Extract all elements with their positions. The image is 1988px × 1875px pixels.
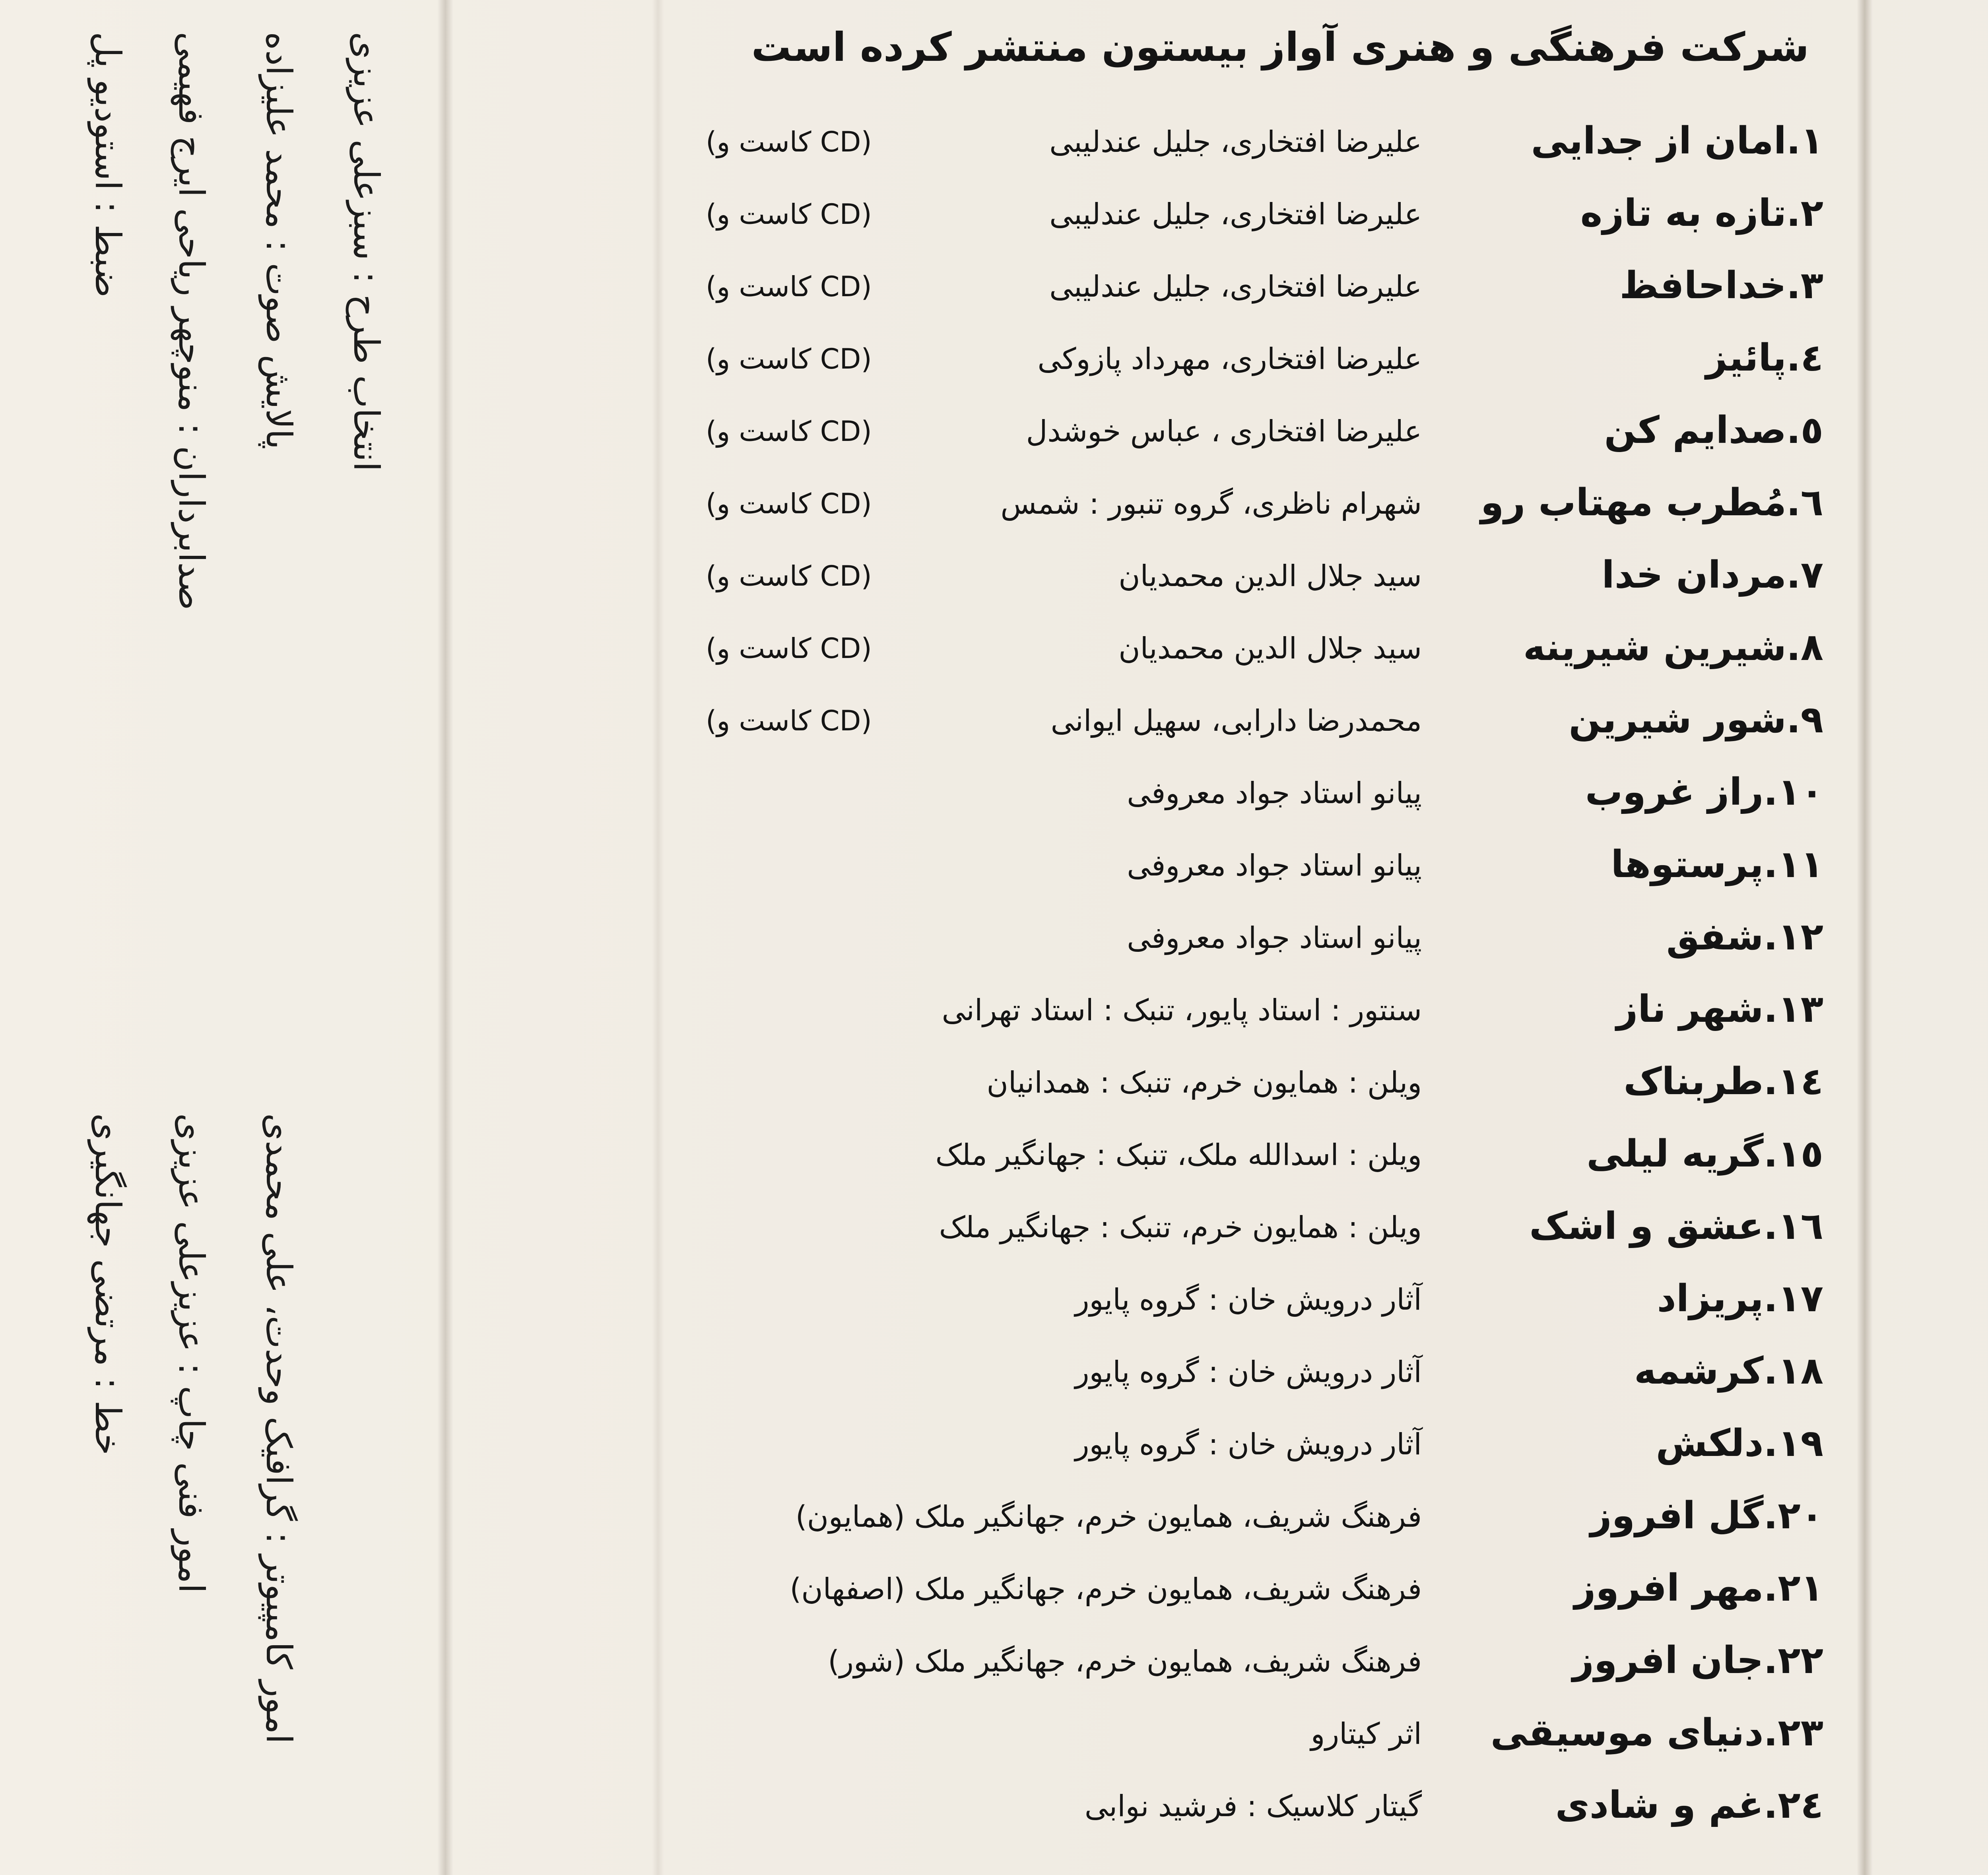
production-credit: انتخاب طرح : سبزعلی عزیزی xyxy=(346,32,387,472)
track-format: (کاست و CD) xyxy=(706,632,872,665)
track-title: ۲٤.غم و شادی xyxy=(1555,1784,1823,1827)
track-format: (کاست و CD) xyxy=(706,705,872,737)
track-title: ۱۷.پریزاد xyxy=(1657,1277,1823,1320)
track-title: ۷.مردان خدا xyxy=(1602,553,1823,597)
track-artist: سید جلال الدین محمدیان xyxy=(1118,631,1422,666)
track-artist: پیانو استاد جواد معروفی xyxy=(1127,848,1422,883)
track-title: ٥.صدایم کن xyxy=(1604,409,1823,452)
track-title: ۱٦.عشق و اشک xyxy=(1529,1205,1823,1248)
track-title: ۱۳.شهر ناز xyxy=(1616,988,1823,1031)
production-credit: امور فنی چاپ : عزیزعلی عزیزی xyxy=(171,1113,212,1594)
track-title: ۸.شیرین شیرینه xyxy=(1523,626,1823,669)
track-format: (کاست و CD) xyxy=(706,126,872,158)
track-artist: فرهنگ شریف، همایون خرم، جهانگیر ملک (شور) xyxy=(828,1644,1422,1679)
track-artist: فرهنگ شریف، همایون خرم، جهانگیر ملک (همایون) xyxy=(795,1500,1422,1534)
production-credit: خط : مرتضی جهانگیری xyxy=(87,1113,128,1456)
track-artist: پیانو استاد جواد معروفی xyxy=(1127,921,1422,955)
track-format: (کاست و CD) xyxy=(706,560,872,592)
track-title: ۱۱.پرستوها xyxy=(1611,843,1823,886)
fold-line xyxy=(652,0,664,1875)
track-format: (کاست و CD) xyxy=(706,487,872,520)
track-title: ۱۹.دلکش xyxy=(1656,1422,1823,1465)
track-artist: علیرضا افتخاری ، عباس خوشدل xyxy=(1026,414,1422,448)
track-artist: فرهنگ شریف، همایون خرم، جهانگیر ملک (اصفهان) xyxy=(790,1572,1422,1606)
production-credit: صدابرداران : منوچهر ریاحی ایرج فهیمی xyxy=(171,32,212,611)
track-title: ۱۸.کرشمه xyxy=(1634,1349,1823,1393)
track-title: ۲۳.دنیای موسیقی xyxy=(1490,1711,1823,1755)
track-artist: اثر کیتارو xyxy=(1310,1717,1422,1751)
track-artist: سید جلال الدین محمدیان xyxy=(1118,559,1422,593)
track-format: (کاست و CD) xyxy=(706,415,872,448)
track-artist: علیرضا افتخاری، جلیل عندلیبی xyxy=(1049,197,1422,231)
track-artist: آثار درویش خان : گروه پایور xyxy=(1075,1427,1422,1462)
track-title: ۱۰.راز غروب xyxy=(1585,771,1823,814)
track-title: ۲.تازه به تازه xyxy=(1580,192,1823,235)
fold-line xyxy=(1857,0,1873,1875)
production-credit: پالایش صوت : محمد علیزاده xyxy=(258,32,299,450)
track-format: (کاست و CD) xyxy=(706,270,872,303)
track-title: ۱٤.طربناک xyxy=(1623,1060,1823,1103)
publisher-line: شرکت فرهنگی و هنری آواز بیستون منتشر کرده است xyxy=(751,24,1809,70)
fold-line xyxy=(437,0,453,1875)
track-artist: شهرام ناظری، گروه تنبور : شمس xyxy=(1000,487,1422,521)
track-artist: علیرضا افتخاری، جلیل عندلیبی xyxy=(1049,270,1422,304)
track-title: ٤.پائیز xyxy=(1706,336,1823,380)
track-title: ۲۰.گل افروز xyxy=(1590,1494,1823,1537)
track-artist: ویلن : اسدالله ملک، تنبک : جهانگیر ملک xyxy=(935,1138,1422,1172)
track-title: ۲۱.مهر افروز xyxy=(1574,1566,1823,1610)
track-artist: آثار درویش خان : گروه پایور xyxy=(1075,1355,1422,1389)
track-artist: علیرضا افتخاری، مهرداد پازوکی xyxy=(1037,342,1422,376)
track-artist: ویلن : همایون خرم، تنبک : جهانگیر ملک xyxy=(939,1210,1422,1244)
track-artist: ویلن : همایون خرم، تنبک : همدانیان xyxy=(986,1066,1422,1100)
track-format: (کاست و CD) xyxy=(706,343,872,375)
track-title: ۱.امان از جدایی xyxy=(1531,119,1823,163)
track-artist: علیرضا افتخاری، جلیل عندلیبی xyxy=(1049,125,1422,159)
track-artist: پیانو استاد جواد معروفی xyxy=(1127,776,1422,810)
track-title: ٦.مُطرب مهتاب رو xyxy=(1480,481,1823,524)
track-title: ۱۲.شفق xyxy=(1666,915,1823,959)
track-title: ۳.خداحافظ xyxy=(1619,264,1823,307)
production-credit: امور کامپیوتر : گرافیک وحدت، علی محمدی xyxy=(258,1113,299,1744)
track-title: ۱٥.گریه لیلی xyxy=(1586,1132,1823,1176)
track-artist: آثار درویش خان : گروه پایور xyxy=(1075,1283,1422,1317)
track-artist: محمدرضا دارابی، سهیل ایوانی xyxy=(1050,704,1422,738)
track-format: (کاست و CD) xyxy=(706,198,872,231)
track-artist: سنتور : استاد پایور، تنبک : استاد تهرانی xyxy=(942,993,1422,1027)
production-credit: ضبط : استودیو پل xyxy=(87,32,128,298)
track-artist: گیتار کلاسیک : فرشید نوابی xyxy=(1084,1789,1422,1823)
track-title: ۹.شور شیرین xyxy=(1569,698,1823,741)
track-title: ۲۲.جان افروز xyxy=(1572,1639,1823,1682)
